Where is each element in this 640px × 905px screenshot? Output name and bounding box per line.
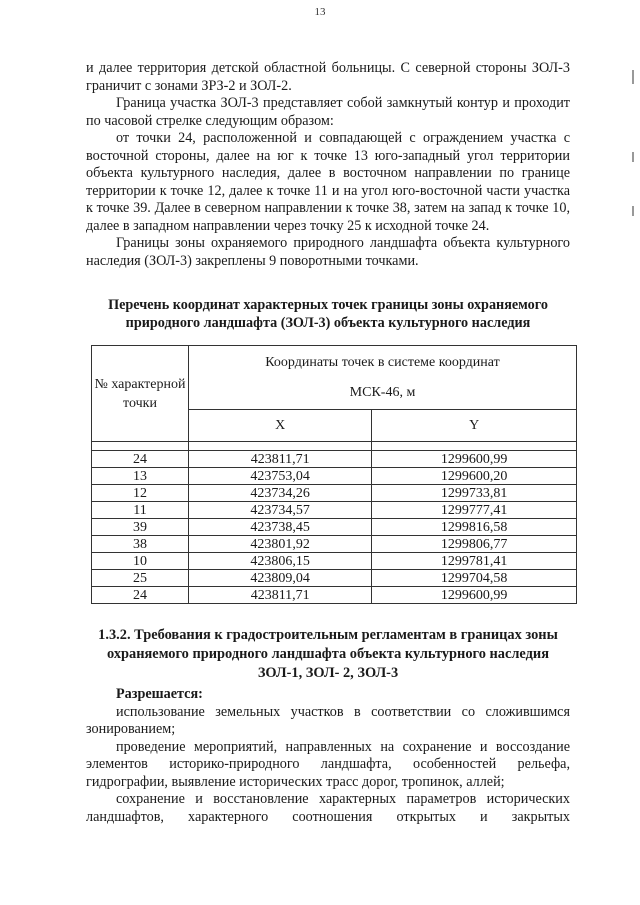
- table-row: [92, 570, 577, 587]
- table-cell-point: 25: [92, 570, 189, 587]
- paragraph: Граница участка ЗОЛ-3 представляет собой замкнутый контур и проходит по часовой стрелке следующим образом:: [86, 95, 570, 129]
- table-cell-point: 24: [92, 451, 189, 468]
- list-item: использование земельных участков в соответствии со сложившимся зонированием;: [86, 703, 570, 737]
- table-cell-y: 1299777,41: [372, 502, 577, 519]
- table-row: [92, 468, 577, 485]
- table-cell-x: 423806,15: [189, 553, 372, 570]
- table-cell-point: 38: [92, 536, 189, 553]
- section-title-line3: ЗОЛ-1, ЗОЛ- 2, ЗОЛ-3: [257, 665, 399, 681]
- paragraph: от точки 24, расположенной и совпадающей с ограждением участка с восточной стороны, далее на юг к точке 13 юго-западный угол территории объекта культурного наследия, далее в восточном направлении по границе территории к точке 12, далее к точке 11 и на угол юго-восточной части участка к точке 39. Далее в северном направлении к точке 38, затем на запад к точке 10, далее в западном направлении через точку 25 к исходной точке 24.: [86, 130, 570, 234]
- table-cell-x: 423811,71: [189, 587, 372, 604]
- table-spacer-row: [92, 442, 577, 451]
- table-cell-y: 1299806,77: [372, 536, 577, 553]
- table-cell-x: 423753,04: [189, 468, 372, 485]
- table-title: Перечень координат характерных точек границы зоны охраняемого природного ландшафта (ЗОЛ-3) объекта культурного наследия: [108, 297, 548, 331]
- table-cell-y: 1299600,99: [372, 451, 577, 468]
- table-cell-x: 423809,04: [189, 570, 372, 587]
- allowed-label: Разрешается:: [116, 686, 203, 702]
- coordinates-table: [91, 345, 577, 604]
- section-title: [86, 626, 570, 683]
- table-header-point-number: № характерной точки: [92, 346, 189, 442]
- table-header-y: Y: [372, 410, 577, 442]
- table-row: [92, 502, 577, 519]
- table-cell-point: 12: [92, 485, 189, 502]
- table-row: [92, 519, 577, 536]
- table-row: [92, 485, 577, 502]
- list-item: сохранение и восстановление характерных параметров исторических ландшафтов, характерного соотношения открытых и закрытых: [86, 791, 570, 825]
- table-cell-point: 39: [92, 519, 189, 536]
- table-cell-x: 423811,71: [189, 451, 372, 468]
- table-cell-point: 24: [92, 587, 189, 604]
- table-cell-y: 1299781,41: [372, 553, 577, 570]
- document-body: [86, 60, 570, 826]
- paragraph: и далее территория детской областной больницы. С северной стороны ЗОЛ-3 граничит с зонами ЗРЗ-2 и ЗОЛ-2.: [86, 60, 570, 94]
- table-cell-x: 423738,45: [189, 519, 372, 536]
- list-item: проведение мероприятий, направленных на сохранение и воссоздание элементов историко-природного ландшафта, особенностей рельефа, гидрографии, выявление исторических трасс дорог, тропинок, аллей;: [86, 738, 570, 790]
- table-cell-y: 1299704,58: [372, 570, 577, 587]
- table-header-coordinates: [189, 346, 577, 410]
- table-row: [92, 451, 577, 468]
- table-cell-x: 423734,26: [189, 485, 372, 502]
- table-row: [92, 536, 577, 553]
- table-cell-y: 1299816,58: [372, 519, 577, 536]
- table-cell-y: 1299600,99: [372, 587, 577, 604]
- page-number: 13: [314, 6, 326, 18]
- table-row: [92, 587, 577, 604]
- table-cell-x: 423734,57: [189, 502, 372, 519]
- table-cell-y: 1299733,81: [372, 485, 577, 502]
- table-cell-point: 10: [92, 553, 189, 570]
- table-header-x: X: [189, 410, 372, 442]
- table-header-coordinates-line2: МСК-46, м: [349, 384, 416, 400]
- table-row: [92, 553, 577, 570]
- scan-margin-mark: [632, 206, 634, 216]
- table-cell-y: 1299600,20: [372, 468, 577, 485]
- table-cell-x: 423801,92: [189, 536, 372, 553]
- table-header-coordinates-line1: Координаты точек в системе координат: [265, 354, 500, 370]
- paragraph: Границы зоны охраняемого природного ландшафта объекта культурного наследия (ЗОЛ-3) закреплены 9 поворотными точками.: [86, 235, 570, 269]
- section-title-line2: охраняемого природного ландшафта объекта культурного наследия: [107, 646, 549, 662]
- scan-margin-mark: [632, 152, 634, 162]
- table-cell-point: 13: [92, 468, 189, 485]
- scan-margin-mark: [632, 70, 634, 84]
- section-title-line1: 1.3.2. Требования к градостроительным регламентам в границах зоны: [98, 627, 558, 643]
- table-cell-point: 11: [92, 502, 189, 519]
